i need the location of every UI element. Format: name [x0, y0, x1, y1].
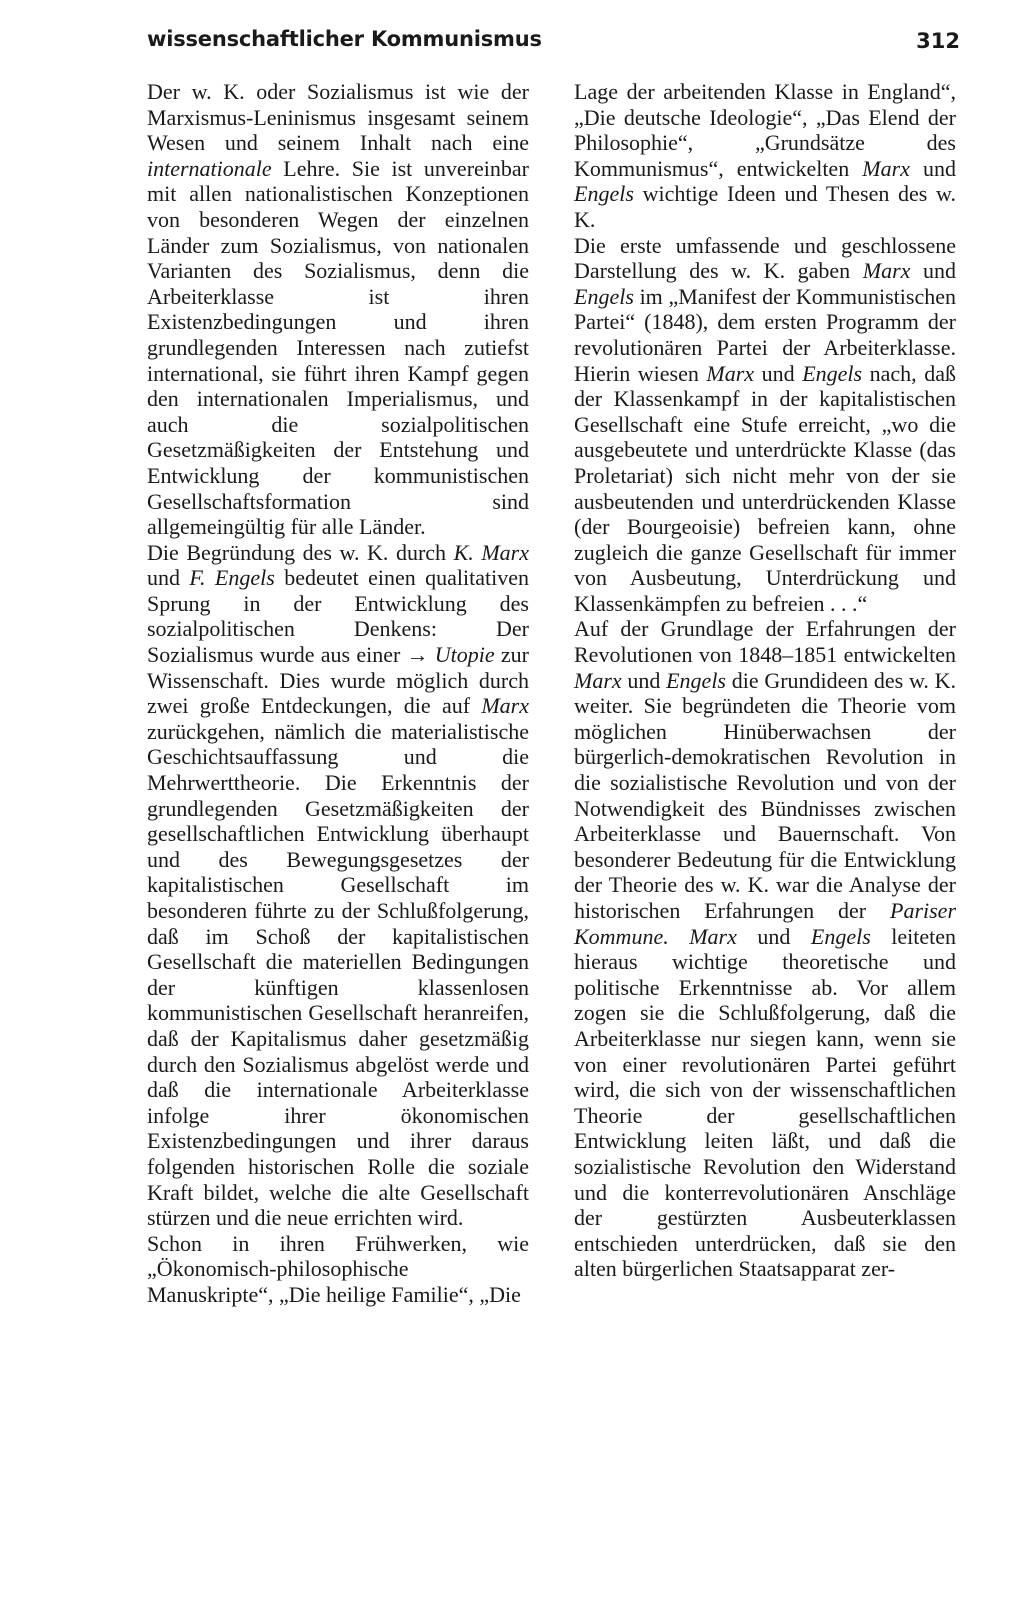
- text-run: und: [147, 565, 190, 591]
- italic-run: Engels: [574, 283, 634, 309]
- italic-run: Utopie: [434, 642, 495, 668]
- text-run: Der w. K. oder Sozialismus ist wie der Marxismus-Leninismus insgesamt seinem Wesen und seinem Inhalt nach eine: [147, 79, 529, 156]
- text-run: zur Wissenschaft. Dies wurde möglich durch zwei große Entdeckungen, die auf: [147, 642, 529, 719]
- text-run: und: [621, 667, 667, 693]
- italic-run: Engels: [810, 923, 871, 949]
- italic-run: K. Marx: [453, 539, 530, 565]
- italic-run: Engels: [666, 667, 726, 693]
- italic-run: Marx: [862, 258, 911, 284]
- italic-run: internationale: [147, 155, 272, 181]
- italic-run: Marx: [574, 667, 622, 693]
- italic-run: F. Engels: [189, 565, 275, 591]
- text-run: Schon in ihren Frühwerken, wie „Ökonomisch-philosophische Manuskripte“, „Die heilige Familie“, „Die: [147, 1230, 529, 1307]
- header-term: wissenschaftlicher Kommunismus: [147, 27, 542, 51]
- text-run: wichtige Ideen und Thesen des w. K.: [574, 181, 956, 232]
- italic-run: Pariser Kommune.: [574, 898, 956, 949]
- italic-run: Marx: [862, 155, 910, 181]
- page-number: 312: [916, 29, 960, 53]
- text-run: Die erste umfassende und geschlossene Darstellung des w. K. gaben: [574, 232, 956, 284]
- paragraph: [147, 79, 529, 540]
- text-run: und: [754, 360, 803, 386]
- text-run: im „Manifest der Kommunistischen Partei“ (1848), dem ersten Programm der revolutionären Partei der Arbeiterklasse. Hierin wiesen: [574, 283, 956, 386]
- italic-run: Marx: [481, 693, 529, 719]
- text-run: und: [736, 923, 811, 949]
- text-run: leiteten hieraus wichtige theoretische und politische Erkenntnisse ab. Vor allem zogen sie die Schlußfolgerung, daß die Arbeiterklasse nur siegen kann, wenn sie von einer revolutionären Partei geführt wird, die sich von der wissenschaftlichen Theorie der gesellschaftlichen Entwicklung leiten läßt, und daß die sozialistische Revolution den Widerstand und die konterrevolutionären Anschläge der gestürzten Ausbeuterklassen entschieden unterdrücken, daß sie den alten bürgerlichen Staatsapparat zer-: [574, 923, 957, 1282]
- paragraph: [574, 79, 956, 233]
- paragraph: [147, 540, 529, 1231]
- text-run: zurückgehen, nämlich die materialistische Geschichtsauffassung und die Mehrwerttheorie. Die Erkenntnis der grundlegenden Gesetzmäßigkeiten der gesellschaftlichen Entwicklung überhaupt und des Bewegungsgesetzes der kapitalistischen Gesellschaft im besonderen führte zu der Schlußfolgerung, daß im Schoß der kapitalistischen Gesellschaft die materiellen Bedingungen der künftigen klassenlosen kommunistischen Gesellschaft heranreifen, daß der Kapitalismus daher gesetzmäßig durch den Sozialismus abgelöst werde und daß die internationale Arbeiterklasse infolge ihrer ökonomischen Existenzbedingungen und ihrer daraus folgenden historischen Rolle die soziale Kraft bildet, welche die alte Gesellschaft stürzen und die neue errichten wird.: [147, 718, 529, 1231]
- italic-run: Engels: [574, 181, 634, 207]
- text-run: Lage der arbeitenden Klasse in England“, „Die deutsche Ideologie“, „Das Elend der Philosophie“, „Grundsätze des Kommunismus“, entwickelten: [574, 79, 956, 181]
- text-run: bedeutet einen qualitativen Sprung in der Entwicklung des sozialpolitischen Denkens: Der Sozialismus wurde aus einer →: [147, 565, 530, 668]
- paragraph: [147, 1231, 529, 1308]
- right-column: [574, 79, 956, 1282]
- text-run: Lehre. Sie ist unvereinbar mit allen nationalistischen Konzeptionen von besonderen Wegen der einzelnen Länder zum Sozialismus, von nationalen Varianten des Sozialismus, denn die Arbeiterklasse ist ihren Existenzbedingungen und ihren grundlegenden Interessen nach zutiefst international, sie führt ihren Kampf gegen den internationalen Imperialismus, und auch die sozialpolitischen Gesetzmäßigkeiten der Entstehung und Entwicklung der kommunistischen Gesellschaftsformation sind allgemeingültig für alle Länder.: [147, 155, 529, 540]
- paragraph: [574, 616, 956, 1281]
- text-run: Auf der Grundlage der Erfahrungen der Revolutionen von 1848–1851 entwickelten: [574, 616, 956, 668]
- paragraph: [574, 233, 956, 617]
- text-run: [669, 924, 690, 949]
- italic-run: Marx: [689, 923, 737, 949]
- text-run: nach, daß der Klassenkampf in der kapitalistischen Gesellschaft eine Stufe erreicht, „wo die ausgebeutete und unterdrückte Klasse (das Proletariat) sich nicht mehr von der sie ausbeutenden und unterdrückenden Klasse (der Bourgeoisie) befreien kann, ohne zugleich die ganze Gesellschaft für immer von Ausbeutung, Unterdrückung und Klassenkämpfen zu befreien . . .“: [574, 360, 957, 616]
- text-run: die Grundideen des w. K. weiter. Sie begründeten die Theorie vom möglichen Hinüberwachsen der bürgerlich-demokratischen Revolution in die sozialistische Revolution und von der Notwendigkeit des Bündnisses zwischen Arbeiterklasse und Bauernschaft. Von besonderer Bedeutung für die Entwicklung der Theorie des w. K. war die Analyse der historischen Erfahrungen der: [574, 667, 957, 923]
- text-run: und: [910, 258, 957, 284]
- italic-run: Marx: [706, 360, 755, 386]
- left-column: [147, 79, 529, 1308]
- text-run: und: [909, 155, 957, 181]
- italic-run: Engels: [802, 360, 863, 386]
- text-run: Die Begründung des w. K. durch: [147, 539, 454, 565]
